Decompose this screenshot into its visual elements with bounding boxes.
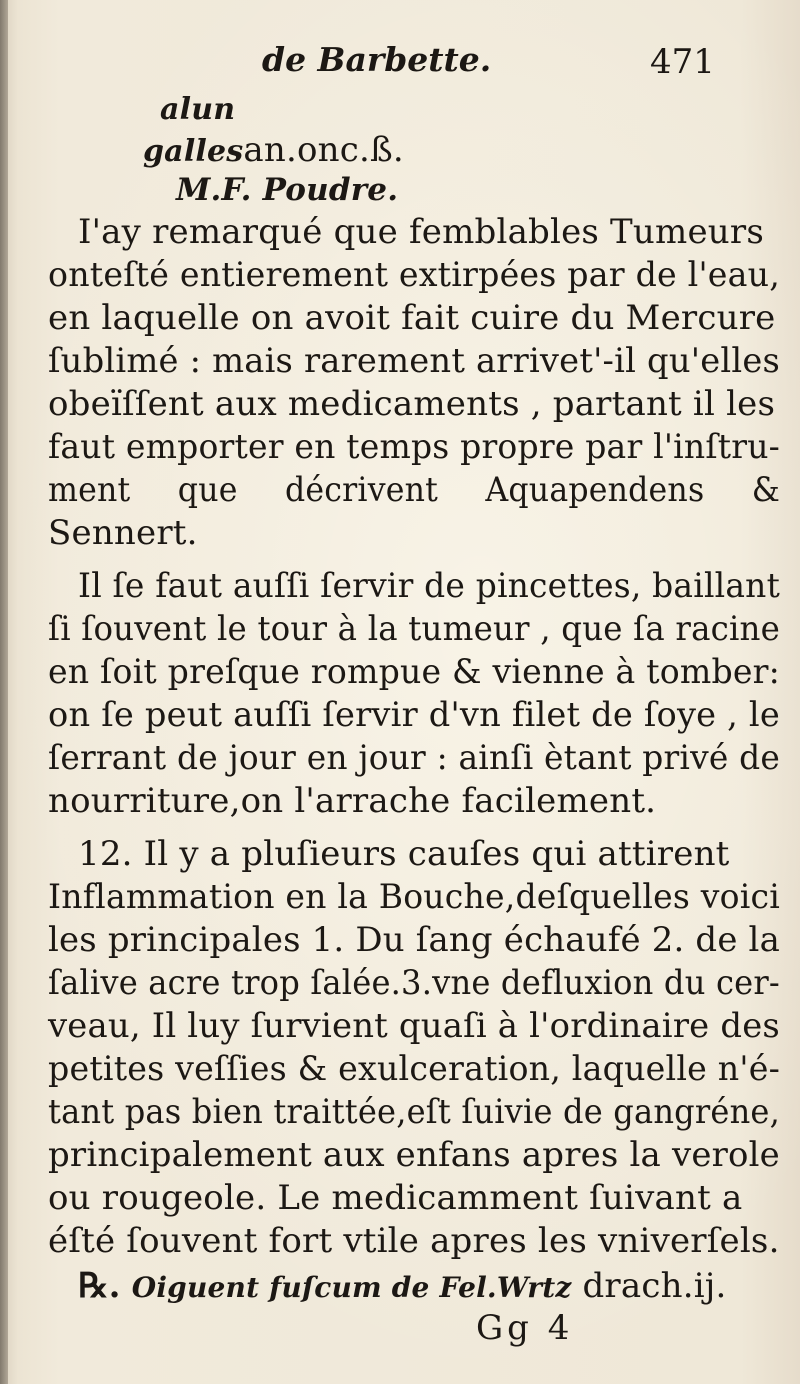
signature-mark: Gg 4 bbox=[476, 1308, 574, 1348]
prescription-ingredient: Oiguent fuſcum de Fel.Wrtz bbox=[131, 1271, 572, 1304]
prescription-line bbox=[78, 1266, 727, 1308]
text-line: tant pas bien traittée,eſt ſuivie de gangréne, bbox=[48, 1092, 780, 1132]
prescription-dose: drach.ij. bbox=[582, 1266, 727, 1306]
text-line: éſté ſouvent fort vtile apres les vniverſels. bbox=[48, 1221, 780, 1261]
text-line: nourriture,on l'arrache facilement. bbox=[48, 781, 657, 821]
text-line: Sennert. bbox=[48, 513, 198, 553]
recipe-line-3: M.F. Poudre. bbox=[176, 172, 399, 208]
text-line: ſerrant de jour en jour : ainſi ètant privé de bbox=[48, 738, 780, 778]
recipe-dose: an.onc.ß. bbox=[243, 130, 404, 170]
recipe-line-1: alun bbox=[160, 92, 236, 127]
recipe-line-2 bbox=[143, 130, 404, 172]
text-line: Il ſe faut auſſi ſervir de pincettes, baillant bbox=[78, 566, 780, 606]
text-line: ſublimé : mais rarement arrivet'-il qu'elles bbox=[48, 341, 781, 381]
text-line: petites veſſies & exulceration, laquelle n'é- bbox=[48, 1049, 781, 1089]
text-line: onteſté entierement extirpées par de l'eau, bbox=[48, 255, 781, 295]
recipe-ingredient: galles bbox=[143, 134, 244, 169]
text-line: les principales 1. Du ſang échaufé 2. de la bbox=[48, 920, 781, 960]
page-number: 471 bbox=[650, 42, 715, 82]
text-line: veau, Il luy ſurvient quaſi à l'ordinaire des bbox=[48, 1006, 780, 1046]
text-line: ment que décrivent Aquapendens & bbox=[48, 470, 781, 510]
text-line: obeïſſent aux medicaments , partant il les bbox=[48, 384, 776, 424]
text-line: en laquelle on avoit fait cuire du Mercure bbox=[48, 298, 776, 338]
text-line: on ſe peut auſſi ſervir d'vn filet de ſoye , le bbox=[48, 695, 780, 735]
text-line: ſalive acre trop ſalée.3.vne defluxion du cer- bbox=[48, 963, 780, 1003]
text-line: faut emporter en temps propre par l'inſtru- bbox=[48, 427, 781, 467]
text-line: ou rougeole. Le medicamment ſuivant a bbox=[48, 1178, 743, 1218]
text-line: principalement aux enfans apres la verole bbox=[48, 1135, 780, 1175]
text-line: Inflammation en la Bouche,deſquelles voici bbox=[48, 877, 780, 917]
text-line: 12. Il y a pluſieurs cauſes qui attirent bbox=[78, 834, 730, 874]
text-line: en ſoit preſque rompue & vienne à tomber: bbox=[48, 652, 781, 692]
running-title: de Barbette. bbox=[262, 40, 492, 79]
text-line: I'ay remarqué que femblables Tumeurs bbox=[78, 212, 764, 252]
recipe-symbol: ℞. bbox=[78, 1266, 121, 1306]
text-line: ſi ſouvent le tour à la tumeur , que ſa racine bbox=[48, 609, 781, 649]
page-spine-shadow bbox=[0, 0, 8, 1384]
